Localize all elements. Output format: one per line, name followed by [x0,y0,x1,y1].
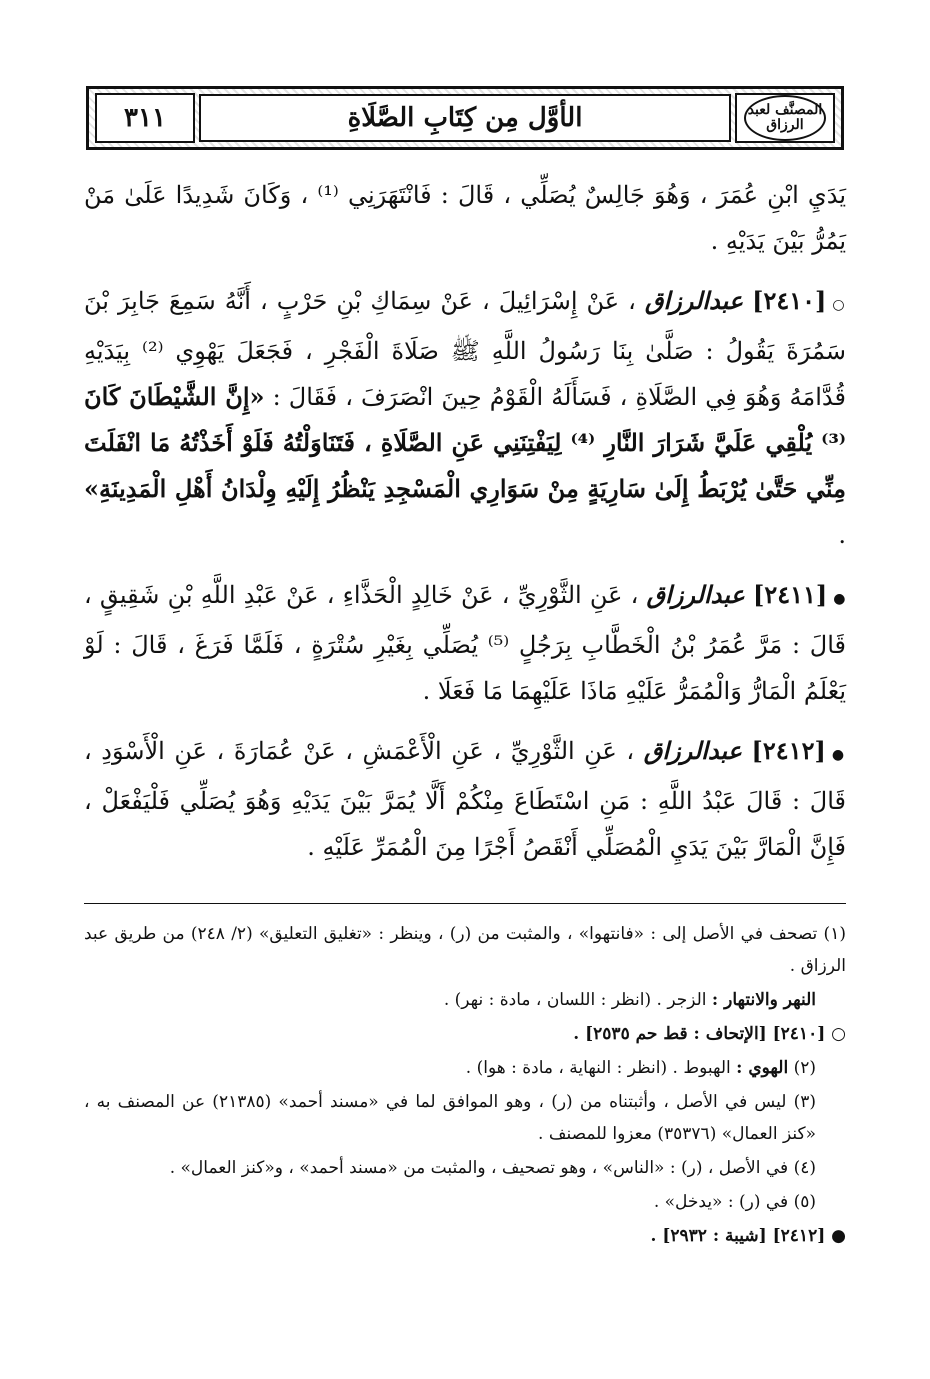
footnote-2 [84,1052,846,1084]
footnote-3 [84,1086,846,1150]
footnote-text: (٥) في (ر) : «يدخل» . [653,1192,816,1212]
author-name: عبدالرزاق [644,286,744,315]
footnote-text: (٣) ليس في الأصل ، وأثبتناه من (ر) ، وهو الموافق لما في «مسند أحمد» (٢١٣٨٥) عن المصنف به ، «كنز العمال» (٣٥٣٧٦) معزوا للمصنف . [84,1092,816,1144]
title-cartouche [199,94,731,142]
hollow-circle-marker: ○ [832,297,846,313]
filled-circle-marker: ● [833,591,846,607]
running-title: الأوَّل مِن كِتَابِ الصَّلَاةِ [347,103,583,133]
footnote-4 [84,1152,846,1184]
footnote-text: (١) تصحف في الأصل إلى : «فانتهوا» ، والمثبت من (ر) ، وينظر : «تغليق التعليق» (٢/ ٢٤٨) من طريق عبد الرزاق . [84,924,846,976]
hadith-number: [٢٤١٠] [752,286,827,315]
book-seal-medallion: المصنَّف لعبد الرزاق [744,95,826,141]
footnote-1-gloss [84,984,846,1016]
isnad-text: ، عَنْ إِسْرَائِيلَ ، عَنْ سِمَاكِ بْنِ حَرْبٍ ، أَنَّهُ سَمِعَ جَابِرَ بْنَ سَمُرَةَ يَقُولُ : صَلَّىٰ بِنَا رَسُولُ اللَّهِ ﷺ صَلَاةَ الْفَجْرِ ، فَجَعَلَ يَهْوِي ⁽²⁾ بِيَدَيْهِ قُدَّامَهُ وَهُوَ فِي الصَّلَاةِ ، فَسَأَلَهُ الْقَوْمُ حِينَ انْصَرَفَ ، فَقَالَ : [84,287,847,411]
book-seal [735,93,835,143]
reference-text: ○ [٢٤١٠] [الإتحاف : قط حم ٢٥٣٥] . [573,1024,846,1044]
hadith-text: ، عَنِ الثَّوْرِيِّ ، عَنْ خَالِدٍ الْحَذَّاءِ ، عَنْ عَبْدِ اللَّهِ بْنِ شَقِيقٍ ، قَالَ : مَرَّ عُمَرُ بْنُ الْخَطَّابِ بِرَجُلٍ ⁽⁵⁾ يُصَلِّي بِغَيْرِ سُتْرَةٍ ، فَلَمَّا فَرَغَ ، قَالَ : لَوْ يَعْلَمُ الْمَارُّ وَالْمُمَرُّ عَلَيْهِ مَاذَا عَلَيْهِمَا مَا فَعَلَا . [84,581,846,705]
hadith-2410 [84,278,846,558]
footnotes [84,918,846,1254]
filled-circle-marker: ● [831,747,846,763]
footnote-5 [84,1186,846,1218]
footnote-number: (٢) [788,1058,816,1078]
gloss-term: الهوي : [736,1058,789,1078]
paragraph-end: . [838,521,846,549]
hadith-number: [٢٤١١] [752,580,828,609]
author-name: عبدالرزاق [643,736,742,765]
hadith-text: ، عَنِ الثَّوْرِيِّ ، عَنِ الْأَعْمَشِ ، عَنْ عُمَارَةَ ، عَنِ الْأَسْوَدِ ، قَالَ : قَالَ عَبْدُ اللَّهِ : مَنِ اسْتَطَاعَ مِنْكُمْ أَلَّا يُمَرَّ بَيْنَ يَدَيْهِ وَهُوَ يُصَلِّي فَلْيَفْعَلْ ، فَإِنَّ الْمَارَّ بَيْنَ يَدَيِ الْمُصَلِّي أَنْقَصُ أَجْرًا مِنَ الْمُمَرِّ عَلَيْهِ . [84,737,846,861]
footnote-1 [84,918,846,982]
gloss-term: النهر والانتهار : [711,990,816,1010]
hadith-number: [٢٤١٢] [751,736,826,765]
footnote-divider [84,903,846,904]
gloss-text: الزجر . (انظر : اللسان ، مادة : نهر) . [443,990,707,1010]
main-text [84,172,846,884]
footnote-ref-2410 [84,1018,846,1050]
gloss-text: الهبوط . (انظر : النهاية ، مادة : هوا) . [465,1058,731,1078]
reference-text: ● [٢٤١٢] [شيبة : ٢٩٣٢] . [650,1226,846,1246]
prophetic-quote: «إِنَّ الشَّيْطَانَ كَانَ ⁽³⁾ يُلْقِي عَلَيَّ شَرَارَ النَّارِ ⁽⁴⁾ لِيَفْتِنَنِي عَنِ الصَّلَاةِ ، فَتَنَاوَلْتُهُ فَلَوْ أَخَذْتُهُ مَا انْفَلَتَ مِنِّي حَتَّىٰ يُرْبَطُ إِلَىٰ سَارِيَةٍ مِنْ سَوَارِي الْمَسْجِدِ يَنْظُرُ إِلَيْهِ وِلْدَانُ أَهْلِ الْمَدِينَةِ» [84,382,846,503]
hadith-2411 [84,572,846,714]
paragraph-text: يَدَيِ ابْنِ عُمَرَ ، وَهُوَ جَالِسٌ يُصَلِّي ، قَالَ : فَانْتَهَرَنِي ⁽¹⁾ ، وَكَانَ شَدِيدًا عَلَىٰ مَنْ يَمُرُّ بَيْنَ يَدَيْهِ . [84,181,846,255]
hadith-2412 [84,728,846,870]
author-name: عبدالرزاق [646,580,745,609]
page-header [86,86,844,150]
page-number: ٣١١ [124,103,166,133]
paragraph-continuation [84,172,846,264]
footnote-ref-2412 [84,1220,846,1252]
footnote-text: (٤) في الأصل ، (ر) : «الناس» ، وهو تصحيف ، والمثبت من «مسند أحمد» ، و«كنز العمال» . [169,1158,816,1178]
page-number-box [95,93,195,143]
